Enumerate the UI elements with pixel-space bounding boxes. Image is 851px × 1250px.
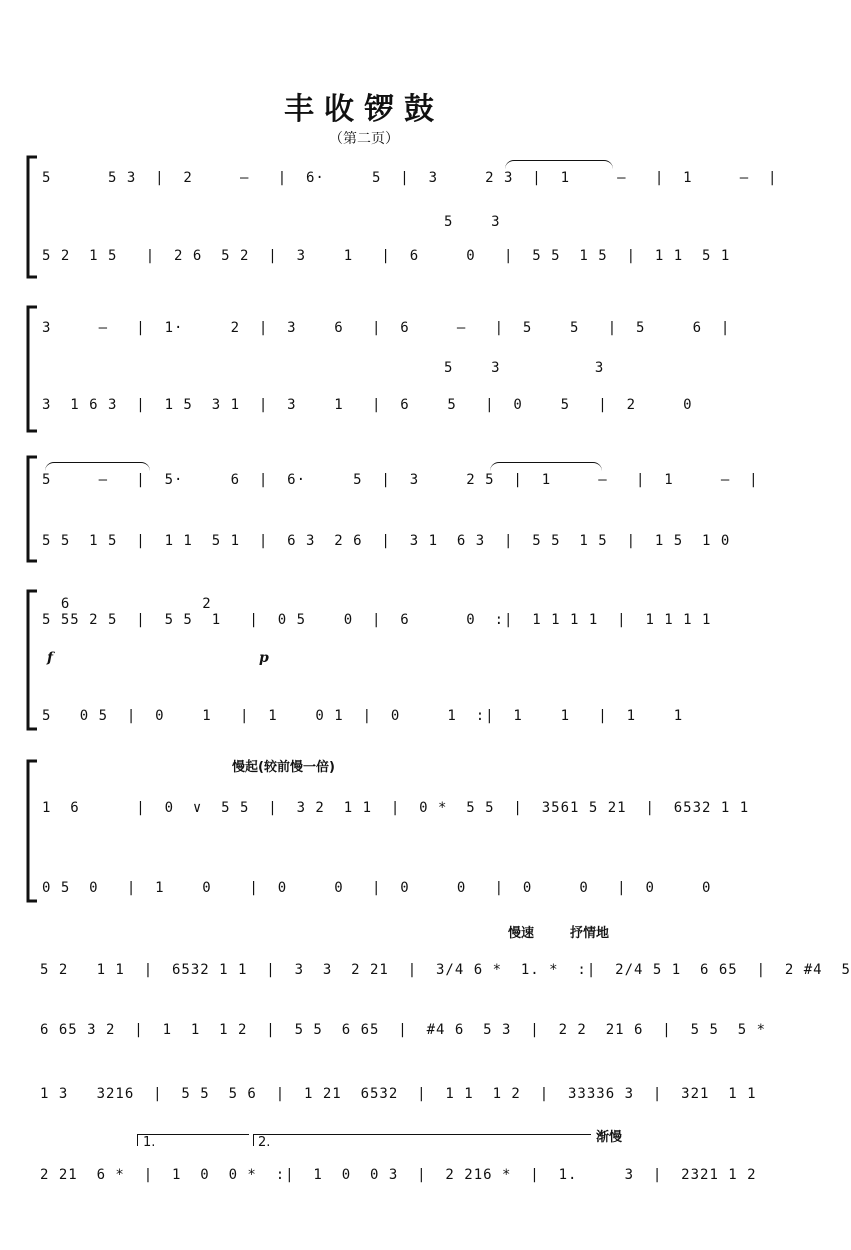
tie-2 xyxy=(45,462,150,471)
tie-3 xyxy=(490,462,602,471)
lower-staff-2: 3 1 6 3 | 1 5 3 1 | 3 1 | 6 5 | 0 5 | 2 0 xyxy=(42,397,693,413)
score-title: 丰收锣鼓 xyxy=(284,92,444,127)
melody-row-2: 6 65 3 2 | 1 1 1 2 | 5 5 6 65 | #4 6 5 3 | 2 2 21 6 | 5 5 5 * xyxy=(40,1022,767,1038)
ritardando-marking: 渐慢 xyxy=(596,1130,623,1145)
upper-staff-5: 1 6 | 0 ∨ 5 5 | 3 2 1 1 | 0 * 5 5 | 3561 5 21 | 6532 1 1 xyxy=(42,800,750,816)
first-ending-label: 1. xyxy=(143,1135,156,1150)
second-ending-label: 2. xyxy=(258,1135,271,1150)
lower-staff-4: 5 0 5 | 0 1 | 1 0 1 | 0 1 :| 1 1 | 1 1 xyxy=(42,708,684,724)
second-ending-bracket xyxy=(253,1134,591,1135)
upper-staff-1: 5 5 3 | 2 – | 6· 5 | 3 2 3 | 1 – | 1 – | xyxy=(42,170,778,186)
lower-staff-1: 5 2 1 5 | 2 6 5 2 | 3 1 | 6 0 | 5 5 1 5 | 1 1 5 1 xyxy=(42,248,731,264)
first-ending-bracket xyxy=(137,1134,249,1135)
melody-row-1: 5 2 1 1 | 6532 1 1 | 3 3 2 21 | 3/4 6 * 1. * :| 2/4 5 1 6 65 | 2 #4 5 xyxy=(40,962,851,978)
lower-staff-5: 0 5 0 | 1 0 | 0 0 | 0 0 | 0 0 | 0 0 xyxy=(42,880,712,896)
tempo-marking-slow-start: 慢起(较前慢一倍) xyxy=(232,760,335,775)
chord-stack-1: 5 3 xyxy=(312,214,501,230)
system-bracket-3 xyxy=(25,456,39,562)
melody-row-3: 1 3 3216 | 5 5 5 6 | 1 21 6532 | 1 1 1 2 | 33336 3 | 321 1 1 xyxy=(40,1086,757,1102)
chord-stack-4: 6 2 xyxy=(42,596,212,612)
chord-stack-2: 5 3 3 xyxy=(312,360,605,376)
second-ending-bracket-left xyxy=(253,1134,254,1146)
first-ending-bracket-left xyxy=(137,1134,138,1146)
system-bracket-5 xyxy=(25,760,39,902)
expression-marking-lyrical: 抒情地 xyxy=(570,926,610,941)
dynamic-piano: p xyxy=(259,650,269,666)
upper-staff-2: 3 – | 1· 2 | 3 6 | 6 – | 5 5 | 5 6 | xyxy=(42,320,731,336)
upper-staff-4: 5 55 2 5 | 5 5 1 | 0 5 0 | 6 0 :| 1 1 1 1 | 1 1 1 1 xyxy=(42,612,712,628)
dynamic-forte: f xyxy=(47,650,54,666)
tempo-marking-slow: 慢速 xyxy=(508,926,535,941)
tie-1 xyxy=(505,160,613,169)
system-bracket-4 xyxy=(25,590,39,730)
lower-staff-3: 5 5 1 5 | 1 1 5 1 | 6 3 2 6 | 3 1 6 3 | 5 5 1 5 | 1 5 1 0 xyxy=(42,533,731,549)
system-bracket-1 xyxy=(25,156,39,278)
page-subtitle: （第二页） xyxy=(329,131,399,147)
melody-row-4: 2 21 6 * | 1 0 0 * :| 1 0 0 3 | 2 216 * | 1. 3 | 2321 1 2 xyxy=(40,1167,757,1183)
system-bracket-2 xyxy=(25,306,39,432)
upper-staff-3: 5 – | 5· 6 | 6· 5 | 3 2 5 | 1 – | 1 – | xyxy=(42,472,759,488)
